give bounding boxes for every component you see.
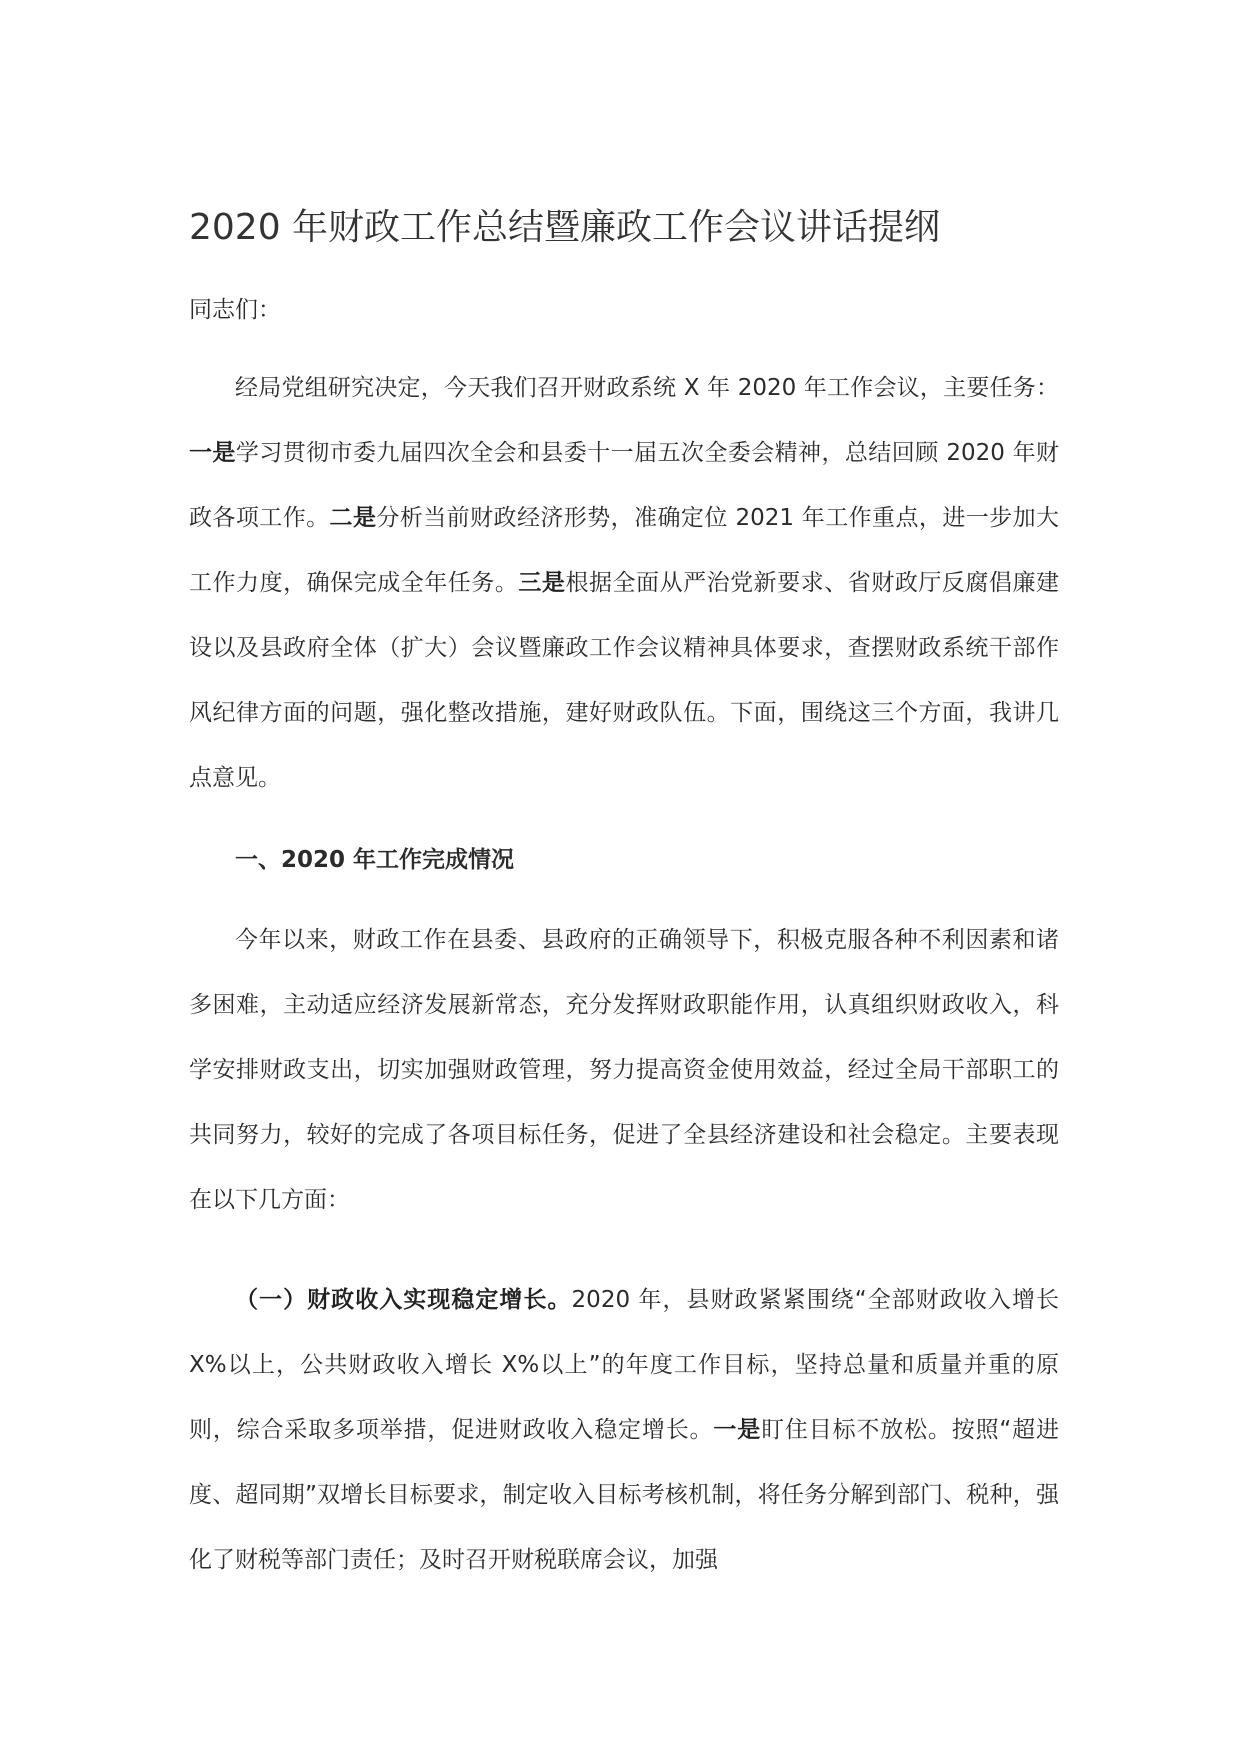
- summary-paragraph: 今年以来，财政工作在县委、县政府的正确领导下，积极克服各种不利因素和诸多困难，主动适应经济发展新常态，充分发挥财政职能作用，认真组织财政收入，科学安排财政支出，切实加强财政管理，努力提高资金使用效益，经过全局干部职工的共同努力，较好的完成了各项目标任务，促进了全县经济建设和社会稳定。主要表现在以下几方面：: [189, 927, 1059, 1213]
- revenue-paragraph: [189, 1268, 1059, 1593]
- revenue-text-2: 盯住目标不放松。按照“超进度、超同期”双增长目标要求，制定收入目标考核机制，将任务分解到部门、税种，强化了财税等部门责任；及时召开财税联席会议，加强: [189, 1417, 1060, 1573]
- intro-point-3-label: 三是: [518, 570, 566, 596]
- intro-point-1-label: 一是: [189, 440, 236, 466]
- intro-text-3: 分析当前财政经济形势，准确定位 2021 年工作重点，进一步加大工作力度，确保完成全年任务。: [189, 505, 1060, 596]
- intro-point-2-label: 二是: [329, 505, 377, 531]
- section-heading-1: 一、2020 年工作完成情况: [235, 847, 515, 873]
- document-title: 2020 年财政工作总结暨廉政工作会议讲话提纲: [189, 207, 941, 248]
- intro-text-1: 经局党组研究决定，今天我们召开财政系统 X 年 2020 年工作会议，主要任务：: [235, 375, 1059, 401]
- intro-paragraph: [189, 356, 1059, 811]
- intro-text-2: 学习贯彻市委九届四次全会和县委十一届五次全委会精神，总结回顾 2020 年财政各项工作。: [189, 440, 1060, 531]
- intro-text-4: 根据全面从严治党新要求、省财政厅反腐倡廉建设以及县政府全体（扩大）会议暨廉政工作会议精神具体要求，查摆财政系统干部作风纪律方面的问题，强化整改措施，建好财政队伍。下面，围绕这三个方面，我讲几点意见。: [189, 570, 1060, 791]
- revenue-subheading: （一）财政收入实现稳定增长。: [235, 1287, 572, 1313]
- revenue-text-1: 2020 年，县财政紧紧围绕“全部财政收入增长 X%以上，公共财政收入增长 X%以上”的年度工作目标，坚持总量和质量并重的原则，综合采取多项举措，促进财政收入稳定增长。: [189, 1287, 1060, 1443]
- greeting: 同志们：: [189, 297, 281, 323]
- revenue-point-1-label: 一是: [713, 1417, 762, 1443]
